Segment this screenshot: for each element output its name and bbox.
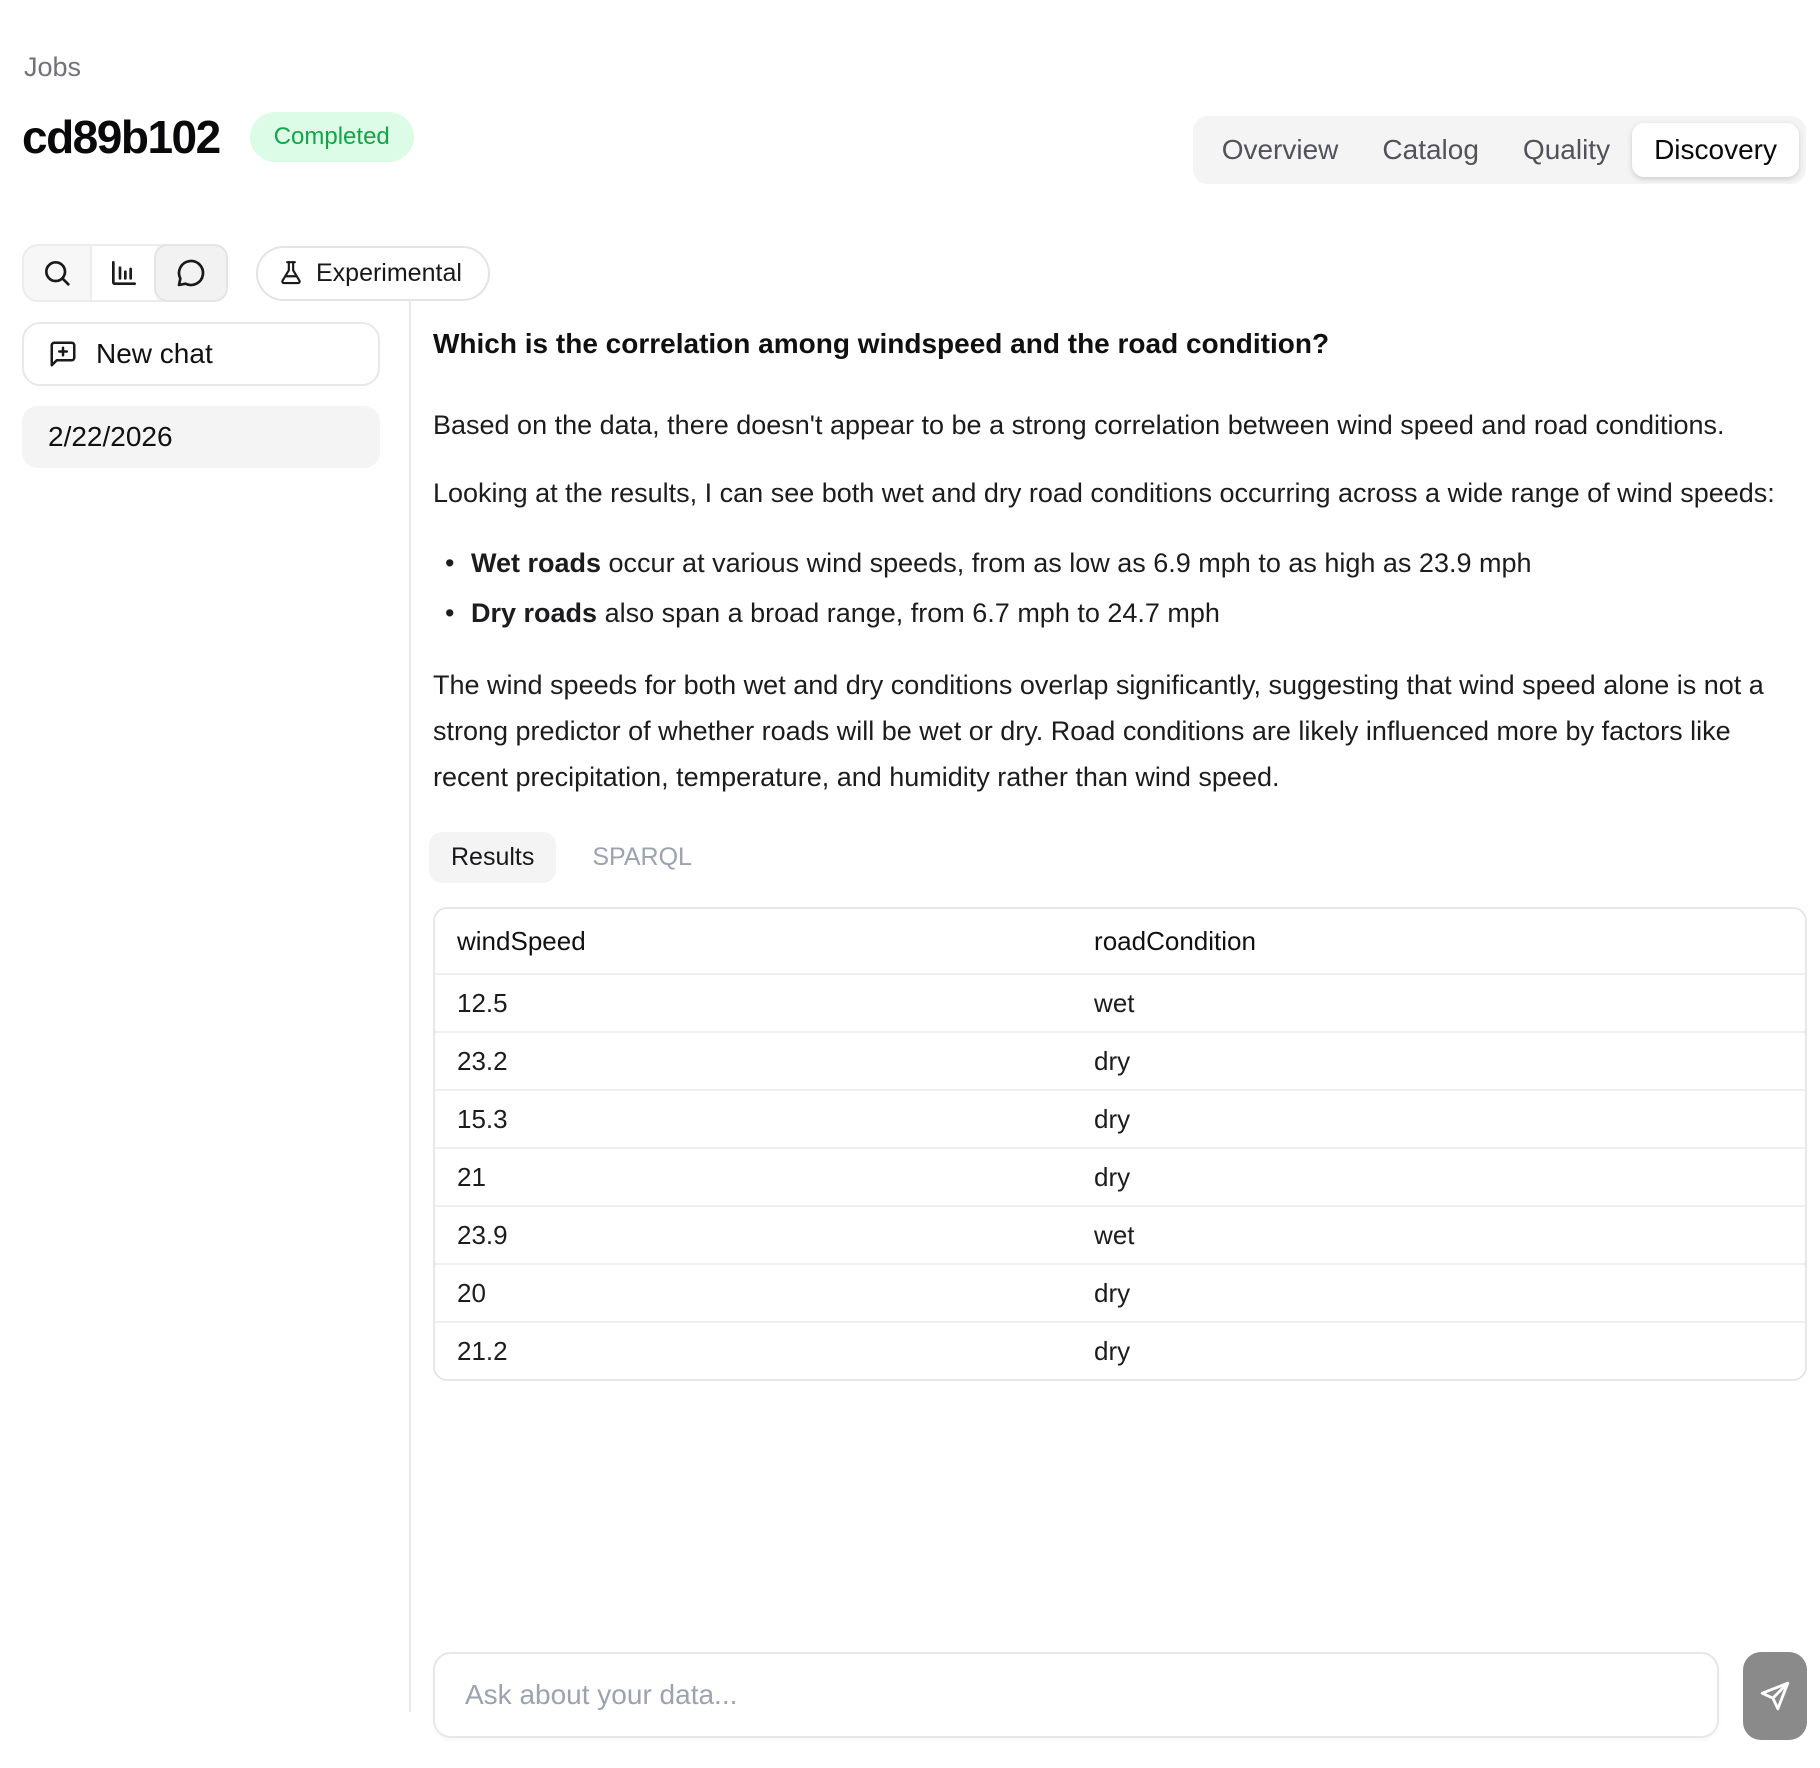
column-header-windspeed: windSpeed	[457, 925, 586, 956]
answer-bullet-list	[441, 538, 1807, 638]
bullet-wet-roads: • Wet roads occur at various wind speeds, from as low as 6.9 mph to as high as 23.9 mph	[441, 538, 1807, 588]
table-row: 12.5 wet	[435, 973, 1805, 1031]
nav-tab-group	[1193, 116, 1806, 184]
table-row: 21 dry	[435, 1147, 1805, 1205]
table-row: 23.2 dry	[435, 1031, 1805, 1089]
search-icon	[41, 257, 73, 289]
tab-discovery[interactable]: Discovery	[1632, 123, 1799, 177]
chat-bubble-icon	[175, 257, 207, 289]
bullet-dry-roads: • Dry roads also span a broad range, from 6.7 mph to 24.7 mph	[441, 588, 1807, 638]
chat-thread	[433, 328, 1807, 1381]
tab-sparql[interactable]: SPARQL	[592, 843, 692, 871]
send-button[interactable]	[1743, 1652, 1807, 1740]
experimental-badge	[256, 246, 490, 301]
chat-composer	[433, 1652, 1807, 1740]
table-row: 23.9 wet	[435, 1205, 1805, 1263]
chat-history-item[interactable]: 2/22/2026	[22, 406, 380, 468]
breadcrumb[interactable]: Jobs	[24, 52, 82, 82]
table-row: 15.3 dry	[435, 1089, 1805, 1147]
table-header-row	[435, 909, 1805, 973]
send-icon	[1758, 1679, 1792, 1713]
results-table	[433, 907, 1807, 1381]
bar-chart-icon	[108, 257, 140, 289]
result-tab-group	[429, 832, 1807, 883]
column-header-roadcondition: roadCondition	[1094, 925, 1256, 956]
tab-overview[interactable]: Overview	[1221, 134, 1339, 165]
discovery-toolbar	[22, 244, 490, 302]
answer-paragraph-3: The wind speeds for both wet and dry conditions overlap significantly, suggesting that wind speed alone is not a strong predictor of whether roads will be wet or dry. Road conditions are likely influenced more by factors like recent precipitation, temperature, and humidity rather than wind speed.	[433, 670, 1764, 792]
user-question: Which is the correlation among windspeed and the road condition?	[433, 328, 1330, 359]
new-chat-icon	[48, 339, 78, 369]
flask-icon	[278, 260, 304, 286]
page-title: cd89b102	[22, 111, 220, 163]
status-badge: Completed	[250, 112, 414, 162]
tab-catalog[interactable]: Catalog	[1382, 134, 1479, 165]
new-chat-button[interactable]	[22, 322, 380, 386]
experimental-label: Experimental	[316, 258, 462, 287]
view-switcher	[22, 244, 228, 302]
answer-paragraph-1: Based on the data, there doesn't appear to be a strong correlation between wind speed and road conditions.	[433, 410, 1725, 440]
answer-paragraph-2: Looking at the results, I can see both wet and dry road conditions occurring across a wide range of wind speeds:	[433, 478, 1775, 508]
table-row: 20 dry	[435, 1263, 1805, 1321]
title-row	[22, 110, 414, 164]
sidebar-divider	[409, 300, 411, 1712]
tab-quality[interactable]: Quality	[1522, 134, 1611, 165]
chart-view-button[interactable]	[90, 246, 156, 300]
table-row: 21.2 dry	[435, 1321, 1805, 1379]
new-chat-label: New chat	[96, 338, 213, 369]
chat-sidebar	[22, 322, 380, 468]
chat-input[interactable]	[433, 1652, 1719, 1738]
chat-view-button[interactable]	[154, 244, 228, 302]
search-view-button[interactable]	[24, 246, 90, 300]
tab-results[interactable]: Results	[429, 832, 556, 883]
